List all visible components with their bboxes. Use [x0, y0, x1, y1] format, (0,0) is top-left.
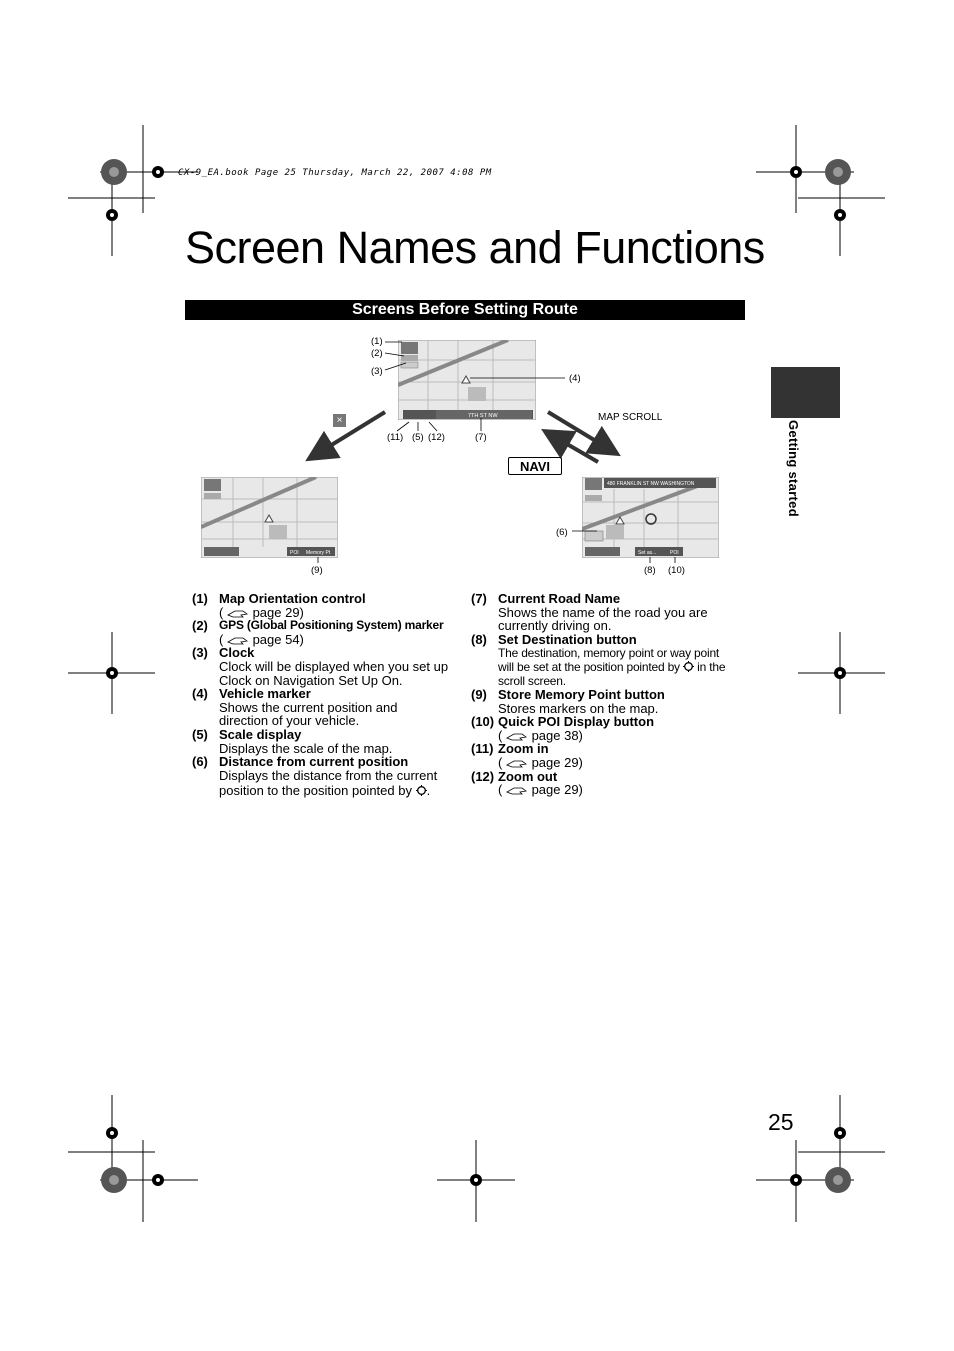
callout-2: (2) — [371, 348, 383, 359]
scroll-cursor-icon — [683, 661, 694, 672]
hand-pointer-icon — [506, 759, 528, 768]
callout-9: (9) — [311, 565, 323, 576]
callout-1: (1) — [371, 336, 383, 347]
map-scroll-label: MAP SCROLL — [598, 412, 663, 423]
page-title: Screen Names and Functions — [185, 222, 765, 273]
set-as-label: Set as... — [638, 550, 657, 556]
scroll-cursor-icon — [416, 785, 427, 796]
address-bar: 480 FRANKLIN ST NW WASHINGTON — [607, 481, 695, 487]
close-icon: × — [333, 414, 346, 427]
callout-5: (5) — [412, 432, 424, 443]
memory-pt-label: Memory Pt — [306, 550, 331, 556]
print-header: CX-9_EA.book Page 25 Thursday, March 22, 2007 4:08 PM — [178, 168, 492, 178]
page-number: 25 — [768, 1109, 794, 1135]
item-list-right: (7) Current Road Name Shows the name of the road you are currently driving on. (8) Set Destination button The destination, memory point or way point will be set at the position pointed by in the scroll screen. (9) Store Memory Point button Stores markers on the map. (10) Quick POI Display button ( page 38) (11) Zoom in ( page 29) (12) Zoom out ( page 29) — [471, 591, 726, 798]
hand-pointer-icon — [506, 732, 528, 741]
hand-pointer-icon — [506, 786, 528, 795]
road-name-label: 7TH ST NW — [468, 413, 498, 419]
hand-pointer-icon — [227, 636, 249, 645]
callout-7: (7) — [475, 432, 487, 443]
section-heading: Screens Before Setting Route — [185, 300, 745, 320]
callout-8: (8) — [644, 565, 656, 576]
chapter-label: Getting started — [786, 420, 801, 517]
callout-6: (6) — [556, 527, 568, 538]
item-list-left: (1) Map Orientation control ( page 29) (2) GPS (Global Positioning System) marker ( page 54) (3) Clock Clock will be displayed when you set up Clock on Navigation Set Up On. (4) Vehicle marker Shows the current position and direction of your vehicle. (5) Scale display Displays the scale of the map. (6) Distance from current position Displays the distance from the current position to the position pointed by . — [192, 591, 449, 798]
poi-label-left: POI — [290, 550, 299, 556]
hand-pointer-icon — [227, 609, 249, 618]
callout-12: (12) — [428, 432, 445, 443]
callout-3: (3) — [371, 366, 383, 377]
callout-4: (4) — [569, 373, 581, 384]
diagram-lines — [0, 0, 954, 620]
navi-button: NAVI — [508, 457, 562, 475]
callout-11: (11) — [387, 432, 404, 443]
callout-10: (10) — [668, 565, 685, 576]
poi-label-right: POI — [670, 550, 679, 556]
